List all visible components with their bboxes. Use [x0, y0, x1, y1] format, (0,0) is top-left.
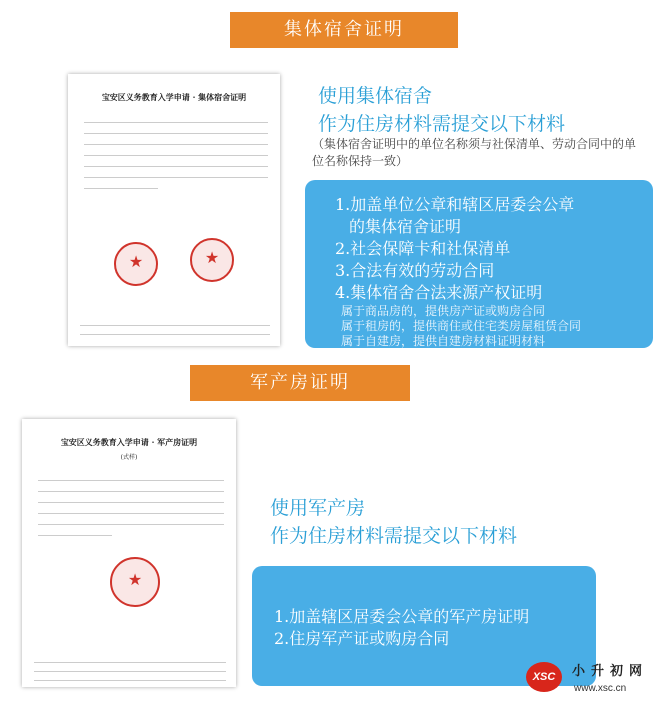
site-url: www.xsc.cn — [574, 683, 627, 694]
military-document-subtitle: (式样) — [120, 454, 138, 461]
requirement-item: 1.加盖辖区居委会公章的军产房证明 — [274, 607, 530, 626]
official-seal-icon: ★ — [110, 557, 160, 607]
dormitory-certificate-banner: 集体宿舍证明 — [230, 12, 458, 48]
site-name: 小升初网 — [572, 664, 649, 679]
dormitory-requirements-box — [305, 180, 653, 348]
official-seal-icon: ★ — [190, 238, 234, 282]
dormitory-certificate-document — [68, 74, 280, 346]
requirement-item: 1.加盖单位公章和辖区居委会公章 — [335, 195, 575, 214]
military-housing-banner: 军产房证明 — [190, 365, 410, 401]
dormitory-note: （集体宿舍证明中的单位名称须与社保清单、劳动合同中的单位名称保持一致） — [312, 137, 637, 168]
dormitory-document-body — [84, 113, 268, 189]
site-logo-icon: XSC — [526, 662, 562, 692]
requirement-sub-item: 属于自建房，提供自建房材料证明材料 — [341, 334, 546, 348]
requirement-item: 2.社会保障卡和社保清单 — [335, 239, 511, 258]
military-document-footnote — [34, 655, 226, 682]
dormitory-document-footnote — [80, 318, 270, 336]
official-seal-icon: ★ — [114, 242, 158, 286]
military-housing-document — [22, 419, 236, 687]
requirement-item: 4.集体宿舍合法来源产权证明 — [335, 283, 543, 302]
military-housing-heading: 使用军产房 作为住房材料需提交以下材料 — [270, 497, 518, 547]
military-document-body — [38, 471, 224, 536]
requirement-item: 的集体宿舍证明 — [349, 217, 462, 236]
military-document-title: 宝安区义务教育入学申请 · 军产房证明 — [60, 437, 198, 447]
requirement-sub-item: 属于商品房的，提供房产证或购房合同 — [341, 304, 546, 318]
dormitory-heading: 使用集体宿舍 作为住房材料需提交以下材料 — [318, 85, 566, 135]
requirement-sub-item: 属于租房的，提供商住或住宅类房屋租赁合同 — [341, 319, 582, 333]
requirement-item: 2.住房军产证或购房合同 — [274, 629, 450, 648]
dormitory-document-title: 宝安区义务教育入学申请 · 集体宿舍证明 — [101, 92, 247, 102]
requirement-item: 3.合法有效的劳动合同 — [335, 261, 495, 280]
